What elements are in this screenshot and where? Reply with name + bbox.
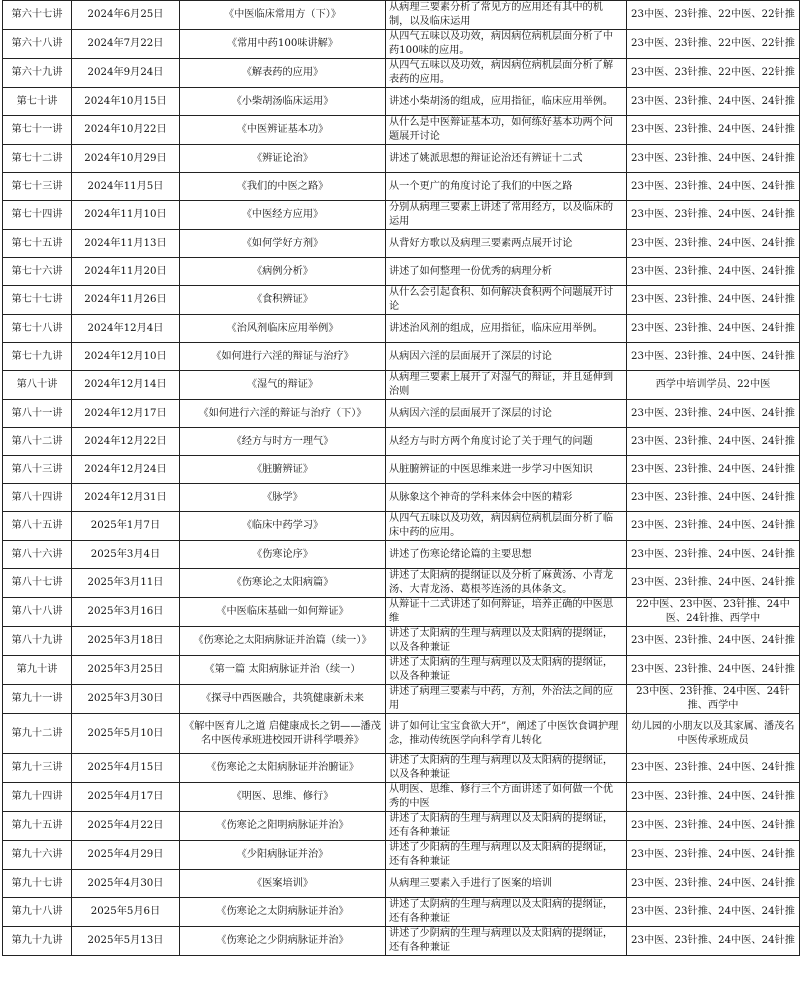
- lecture-title: 《伤寒论之阳明病脉证并治》: [180, 812, 386, 841]
- lecture-description: 从明医、思维、修行三个方面讲述了如何做一个优秀的中医: [386, 783, 627, 812]
- lecture-audience: 23中医、23针推、24中医、24针推: [627, 173, 800, 201]
- lecture-date: 2024年11月13日: [72, 230, 180, 258]
- lecture-title: 《我们的中医之路》: [180, 173, 386, 201]
- lecture-date: 2024年6月25日: [72, 1, 180, 30]
- lecture-description: 讲述了姚派思想的辩证论治还有辨证十二式: [386, 145, 627, 173]
- lecture-title: 《食积辨证》: [180, 286, 386, 315]
- lecture-number: 第七十七讲: [3, 286, 72, 315]
- lecture-description: 从一个更广的角度讨论了我们的中医之路: [386, 173, 627, 201]
- lecture-description: 从脏腑辨证的中医思维来进一步学习中医知识: [386, 456, 627, 484]
- lecture-audience: 23中医、23针推、24中医、24针推、西学中: [627, 685, 800, 714]
- lecture-number: 第九十一讲: [3, 685, 72, 714]
- lecture-description: 从病理三要素上展开了对湿气的辩证，并且延伸到治则: [386, 371, 627, 400]
- table-row: [3, 783, 800, 812]
- lecture-date: 2025年5月13日: [72, 927, 180, 956]
- lecture-title: 《如何进行六淫的辩证与治疗（下）》: [180, 400, 386, 428]
- lecture-audience: 23中医、23针推、24中医、24针推: [627, 870, 800, 898]
- lecture-title: 《解中医育儿之道 启健康成长之钥——潘茂名中医传承班进校园开讲科学喂养》: [180, 714, 386, 754]
- lecture-date: 2025年4月17日: [72, 783, 180, 812]
- lecture-title: 《第一篇 太阳病脉证并治（续一）: [180, 656, 386, 685]
- lecture-title: 《伤寒论序》: [180, 541, 386, 569]
- lecture-title: 《医案培训》: [180, 870, 386, 898]
- lecture-title: 《中医临床基础一如何辩证》: [180, 598, 386, 627]
- lecture-title: 《如何进行六淫的辩证与治疗》: [180, 343, 386, 371]
- lecture-number: 第八十讲: [3, 371, 72, 400]
- table-row: [3, 258, 800, 286]
- table-row: [3, 428, 800, 456]
- lecture-description: 从什么是中医辩证基本功，如何练好基本功两个问题展开讨论: [386, 116, 627, 145]
- lecture-audience: 23中医、23针推、24中医、24针推: [627, 201, 800, 230]
- lecture-audience: 23中医、23针推、24中医、24针推: [627, 569, 800, 598]
- lecture-description: 分别从病理三要素上讲述了常用经方，以及临床的运用: [386, 201, 627, 230]
- lecture-date: 2025年3月4日: [72, 541, 180, 569]
- lecture-title: 《脏腑辨证》: [180, 456, 386, 484]
- lecture-number: 第七十九讲: [3, 343, 72, 371]
- lecture-number: 第八十四讲: [3, 484, 72, 512]
- lecture-description: 讲述了少阴病的生理与病理以及太阳病的提纲证，还有各种兼证: [386, 927, 627, 956]
- table-row: [3, 88, 800, 116]
- lecture-title: 《辨证论治》: [180, 145, 386, 173]
- lecture-date: 2025年4月22日: [72, 812, 180, 841]
- lecture-date: 2024年11月20日: [72, 258, 180, 286]
- lecture-title: 《常用中药100味讲解》: [180, 30, 386, 59]
- lecture-title: 《中医辨证基本功》: [180, 116, 386, 145]
- table-row: [3, 569, 800, 598]
- table-row: [3, 173, 800, 201]
- table-row: [3, 59, 800, 88]
- lecture-title: 《小柴胡汤临床运用》: [180, 88, 386, 116]
- table-row: [3, 145, 800, 173]
- lecture-date: 2024年12月17日: [72, 400, 180, 428]
- lecture-audience: 23中医、23针推、24中医、24针推: [627, 286, 800, 315]
- lecture-number: 第八十八讲: [3, 598, 72, 627]
- lecture-date: 2025年4月15日: [72, 754, 180, 783]
- lecture-date: 2024年10月15日: [72, 88, 180, 116]
- lecture-description: 讲述了太阳病的生理与病理以及太阳病的提纲证，以及各种兼证: [386, 656, 627, 685]
- lecture-description: 讲述了如何整理一份优秀的病理分析: [386, 258, 627, 286]
- lecture-description: 讲述了太阳病的生理与病理以及太阳病的提纲证，以及各种兼证: [386, 627, 627, 656]
- lecture-description: 讲述了伤寒论绪论篇的主要思想: [386, 541, 627, 569]
- lecture-description: 讲述了太阳病的提纲证以及分析了麻黄汤、小青龙汤、大青龙汤、葛根芩连汤的具体条文。: [386, 569, 627, 598]
- lecture-number: 第七十一讲: [3, 116, 72, 145]
- lecture-date: 2025年4月30日: [72, 870, 180, 898]
- lecture-number: 第八十一讲: [3, 400, 72, 428]
- lecture-title: 《少阳病脉证并治》: [180, 841, 386, 870]
- lecture-date: 2024年11月5日: [72, 173, 180, 201]
- lecture-title: 《伤寒论之太阴病脉证并治》: [180, 898, 386, 927]
- lecture-title: 《解表药的应用》: [180, 59, 386, 88]
- lecture-date: 2024年11月10日: [72, 201, 180, 230]
- lecture-audience: 23中医、23针推、24中医、24针推: [627, 400, 800, 428]
- lecture-date: 2024年12月4日: [72, 315, 180, 343]
- lecture-audience: 23中医、23针推、24中医、24针推: [627, 541, 800, 569]
- lecture-description: 从病因六淫的层面展开了深层的讨论: [386, 400, 627, 428]
- lecture-audience: 23中医、23针推、24中医、24针推: [627, 841, 800, 870]
- lecture-audience: 23中医、23针推、24中医、24针推: [627, 230, 800, 258]
- lecture-number: 第七十三讲: [3, 173, 72, 201]
- lecture-date: 2025年3月18日: [72, 627, 180, 656]
- lecture-title: 《临床中药学习》: [180, 512, 386, 541]
- table-row: [3, 456, 800, 484]
- table-row: [3, 30, 800, 59]
- lecture-title: 《伤寒论之少阴病脉证并治》: [180, 927, 386, 956]
- lecture-audience: 23中医、23针推、24中医、24针推: [627, 898, 800, 927]
- table-row: [3, 627, 800, 656]
- table-row: [3, 841, 800, 870]
- lecture-title: 《治风剂临床应用举例》: [180, 315, 386, 343]
- lecture-number: 第八十六讲: [3, 541, 72, 569]
- lecture-date: 2025年1月7日: [72, 512, 180, 541]
- lecture-date: 2025年3月11日: [72, 569, 180, 598]
- table-row: [3, 812, 800, 841]
- lecture-title: 《病例分析》: [180, 258, 386, 286]
- lecture-number: 第九十八讲: [3, 898, 72, 927]
- lecture-audience: 幼儿园的小朋友以及其家属、潘茂名中医传承班成员: [627, 714, 800, 754]
- lecture-date: 2024年11月26日: [72, 286, 180, 315]
- lecture-audience: 23中医、23针推、24中医、24针推: [627, 927, 800, 956]
- lecture-audience: 23中医、23针推、24中医、24针推: [627, 315, 800, 343]
- lecture-audience: 23中医、23针推、24中医、24针推: [627, 754, 800, 783]
- lecture-description: 从四气五味以及功效，病因病位病机层面分析了解表药的应用。: [386, 59, 627, 88]
- lecture-date: 2025年3月16日: [72, 598, 180, 627]
- lecture-number: 第八十三讲: [3, 456, 72, 484]
- table-row: [3, 484, 800, 512]
- lecture-audience: 23中医、23针推、24中医、24针推: [627, 484, 800, 512]
- table-row: [3, 286, 800, 315]
- lecture-description: 讲述小柴胡汤的组成，应用指征，临床应用举例。: [386, 88, 627, 116]
- lecture-number: 第九十四讲: [3, 783, 72, 812]
- lecture-number: 第九十五讲: [3, 812, 72, 841]
- lecture-title: 《明医、思维、修行》: [180, 783, 386, 812]
- lecture-number: 第九十九讲: [3, 927, 72, 956]
- lecture-date: 2025年4月29日: [72, 841, 180, 870]
- table-row: [3, 315, 800, 343]
- lecture-date: 2025年3月30日: [72, 685, 180, 714]
- lecture-title: 《中医临床常用方（下）》: [180, 1, 386, 30]
- lecture-title: 《伤寒论之太阳病脉证并治篇（续一）》: [180, 627, 386, 656]
- lecture-audience: 23中医、23针推、24中医、24针推: [627, 456, 800, 484]
- lecture-title: 《伤寒论之太阳病篇》: [180, 569, 386, 598]
- lecture-title: 《如何学好方剂》: [180, 230, 386, 258]
- lecture-audience: 23中医、23针推、24中医、24针推: [627, 627, 800, 656]
- table-row: [3, 343, 800, 371]
- lecture-audience: 23中医、23针推、24中医、24针推: [627, 258, 800, 286]
- lecture-audience: 23中医、23针推、22中医、22针推: [627, 1, 800, 30]
- lecture-description: 讲述治风剂的组成，应用指征，临床应用举例。: [386, 315, 627, 343]
- lecture-date: 2024年12月14日: [72, 371, 180, 400]
- lecture-number: 第九十三讲: [3, 754, 72, 783]
- lecture-audience: 23中医、23针推、24中医、24针推: [627, 512, 800, 541]
- lecture-number: 第九十二讲: [3, 714, 72, 754]
- lecture-audience: 23中医、23针推、24中医、24针推: [627, 88, 800, 116]
- lecture-description: 从四气五味以及功效，病因病位病机层面分析了中药100味的应用。: [386, 30, 627, 59]
- table-row: [3, 512, 800, 541]
- lecture-description: 讲述了太阴病的生理与病理以及太阳病的提纲证，还有各种兼证: [386, 898, 627, 927]
- table-row: [3, 201, 800, 230]
- lecture-number: 第七十讲: [3, 88, 72, 116]
- lecture-audience: 23中医、23针推、24中医、24针推: [627, 812, 800, 841]
- lecture-title: 《经方与时方一理气》: [180, 428, 386, 456]
- lecture-description: 从什么会引起食积、如何解决食积两个问题展开讨论: [386, 286, 627, 315]
- table-row: [3, 870, 800, 898]
- lecture-description: 从经方与时方两个角度讨论了关于理气的问题: [386, 428, 627, 456]
- lecture-description: 讲述了太阳病的生理与病理以及太阳病的提纲证，以及各种兼证: [386, 754, 627, 783]
- lecture-audience: 23中医、23针推、22中医、22针推: [627, 59, 800, 88]
- lecture-date: 2024年9月24日: [72, 59, 180, 88]
- lecture-description: 讲述了病理三要素与中药，方剂，外治法之间的应用: [386, 685, 627, 714]
- lecture-description: 从病理三要素入手进行了医案的培训: [386, 870, 627, 898]
- table-row: [3, 685, 800, 714]
- lecture-description: 讲述了太阳病的生理与病理以及太阳病的提纲证，还有各种兼证: [386, 812, 627, 841]
- lecture-audience: 23中医、23针推、24中医、24针推: [627, 656, 800, 685]
- lecture-number: 第八十五讲: [3, 512, 72, 541]
- lecture-audience: 23中医、23针推、24中医、24针推: [627, 428, 800, 456]
- lecture-number: 第八十九讲: [3, 627, 72, 656]
- table-row: [3, 656, 800, 685]
- table-row: [3, 116, 800, 145]
- lecture-date: 2024年10月22日: [72, 116, 180, 145]
- lecture-number: 第九十讲: [3, 656, 72, 685]
- lecture-date: 2025年5月6日: [72, 898, 180, 927]
- lecture-number: 第六十七讲: [3, 1, 72, 30]
- lecture-number: 第九十六讲: [3, 841, 72, 870]
- lecture-number: 第六十九讲: [3, 59, 72, 88]
- lecture-number: 第七十四讲: [3, 201, 72, 230]
- table-row: [3, 598, 800, 627]
- lecture-date: 2024年10月29日: [72, 145, 180, 173]
- table-row: [3, 898, 800, 927]
- lecture-description: 从辩证十二式讲述了如何辩证，培养正确的中医思维: [386, 598, 627, 627]
- lecture-date: 2024年12月10日: [72, 343, 180, 371]
- lecture-number: 第六十八讲: [3, 30, 72, 59]
- table-row: [3, 230, 800, 258]
- lecture-audience: 22中医、23中医、23针推、24中医、24针推、西学中: [627, 598, 800, 627]
- lecture-date: 2024年12月22日: [72, 428, 180, 456]
- lecture-title: 《中医经方应用》: [180, 201, 386, 230]
- table-row: [3, 927, 800, 956]
- lecture-description: 讲述了少阳病的生理与病理以及太阳病的提纲证，还有各种兼证: [386, 841, 627, 870]
- table-row: [3, 754, 800, 783]
- lecture-date: 2024年12月24日: [72, 456, 180, 484]
- lecture-description: 从四气五味以及功效，病因病位病机层面分析了临床中药的应用。: [386, 512, 627, 541]
- lecture-audience: 23中医、23针推、24中医、24针推: [627, 783, 800, 812]
- lecture-description: 讲了如何让宝宝食欲大开”，阐述了中医饮食调护理念，推动传统医学向科学育儿转化: [386, 714, 627, 754]
- lecture-audience: 西学中培训学员、22中医: [627, 371, 800, 400]
- lecture-description: 从背好方歌以及病理三要素两点展开讨论: [386, 230, 627, 258]
- lecture-number: 第七十八讲: [3, 315, 72, 343]
- lecture-audience: 23中医、23针推、24中医、24针推: [627, 145, 800, 173]
- lecture-title: 《脉学》: [180, 484, 386, 512]
- lecture-number: 第八十二讲: [3, 428, 72, 456]
- lecture-description: 从病因六淫的层面展开了深层的讨论: [386, 343, 627, 371]
- lecture-number: 第七十六讲: [3, 258, 72, 286]
- lecture-title: 《伤寒论之太阳病脉证并治腑证》: [180, 754, 386, 783]
- table-row: [3, 541, 800, 569]
- lecture-date: 2024年12月31日: [72, 484, 180, 512]
- lecture-date: 2025年3月25日: [72, 656, 180, 685]
- lecture-number: 第七十二讲: [3, 145, 72, 173]
- lecture-title: 《湿气的辩证》: [180, 371, 386, 400]
- lecture-date: 2024年7月22日: [72, 30, 180, 59]
- lecture-audience: 23中医、23针推、22中医、22针推: [627, 30, 800, 59]
- table-row: [3, 400, 800, 428]
- table-row: [3, 371, 800, 400]
- lecture-number: 第八十七讲: [3, 569, 72, 598]
- lecture-audience: 23中医、23针推、24中医、24针推: [627, 343, 800, 371]
- table-row: [3, 714, 800, 754]
- lecture-title: 《探寻中西医融合，共筑健康新未来: [180, 685, 386, 714]
- lecture-date: 2025年5月10日: [72, 714, 180, 754]
- lecture-audience: 23中医、23针推、24中医、24针推: [627, 116, 800, 145]
- lecture-number: 第九十七讲: [3, 870, 72, 898]
- lecture-table: [2, 0, 800, 956]
- lecture-description: 从脉象这个神奇的学科来体会中医的精彩: [386, 484, 627, 512]
- table-row: [3, 1, 800, 30]
- lecture-number: 第七十五讲: [3, 230, 72, 258]
- lecture-description: 从病理三要素分析了常见方的应用还有其中的机制，以及临床运用: [386, 1, 627, 30]
